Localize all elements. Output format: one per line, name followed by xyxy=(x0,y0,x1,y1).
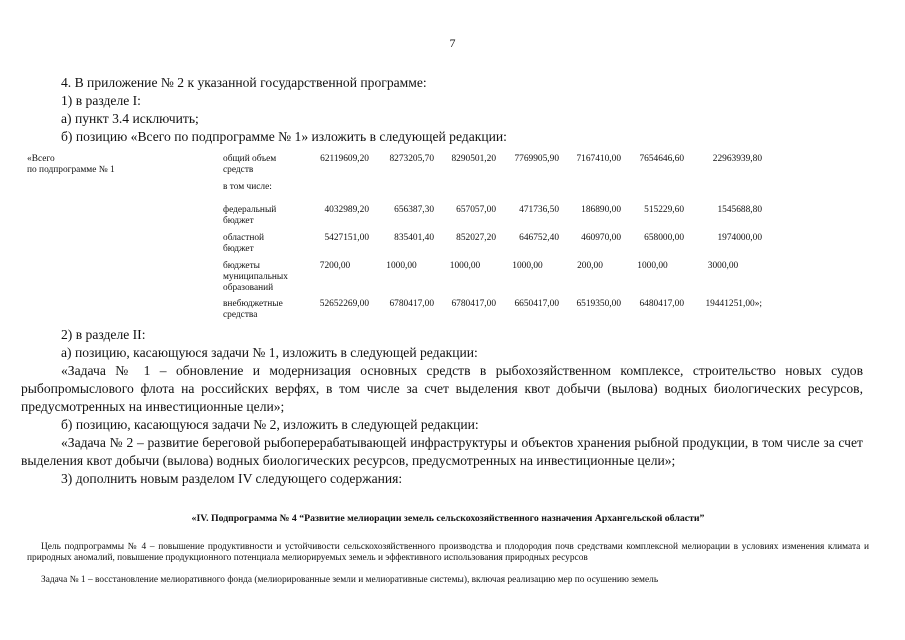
source-label: областной бюджет xyxy=(223,233,265,254)
table-cell: 1000,00 xyxy=(386,261,417,271)
row-label: «Всего по подпрограмме № 1 xyxy=(27,154,115,175)
table-cell: 646752,40 xyxy=(519,233,559,243)
table-cell: 6480417,00 xyxy=(639,299,684,309)
section-4-title: «IV. Подпрограмма № 4 “Развитие мелиорации земель сельскохозяйственного назначения Архангельской области” xyxy=(191,513,705,524)
item-3-new-section: 3) дополнить новым разделом IV следующего содержания: xyxy=(61,471,403,486)
financing-table xyxy=(27,154,867,323)
item-b-task-2: б) позицию, касающуюся задачи № 2, изложить в следующей редакции: xyxy=(61,417,479,432)
table-row xyxy=(27,261,867,299)
table-cell: 515229,60 xyxy=(644,205,684,215)
item-a-exclude: а) пункт 3.4 исключить; xyxy=(61,111,199,126)
item-1-section-1: 1) в разделе I: xyxy=(61,93,141,108)
source-label: в том числе: xyxy=(223,182,272,192)
table-cell: 52652269,00 xyxy=(319,299,369,309)
table-row xyxy=(27,233,867,261)
source-label: общий объем средств xyxy=(223,154,277,175)
table-cell: 1000,00 xyxy=(637,261,668,271)
table-cell: 7769905,90 xyxy=(514,154,559,164)
table-cell: 657057,00 xyxy=(456,205,496,215)
subprogram-4-task-1: Задача № 1 – восстановление мелиоративного фонда (мелиорированные земли и мелиоративные системы), включая реализацию мер по осушению земель xyxy=(41,575,659,585)
table-cell: 7167410,00 xyxy=(576,154,621,164)
item-b-position: б) позицию «Всего по подпрограмме № 1» изложить в следующей редакции: xyxy=(61,129,507,144)
table-cell: 6650417,00 xyxy=(514,299,559,309)
table-row xyxy=(27,182,867,205)
table-cell: 186890,00 xyxy=(581,205,621,215)
item-4: 4. В приложение № 2 к указанной государственной программе: xyxy=(61,75,427,90)
table-cell: 6780417,00 xyxy=(451,299,496,309)
source-label: внебюджетные средства xyxy=(223,299,283,320)
table-cell: 6780417,00 xyxy=(389,299,434,309)
table-cell: 4032989,20 xyxy=(324,205,369,215)
table-cell: 3000,00 xyxy=(707,261,739,271)
table-row xyxy=(27,299,867,323)
table-cell: 8290501,20 xyxy=(451,154,496,164)
table-cell: 1974000,00 xyxy=(717,233,762,243)
table-cell: 200,00 xyxy=(577,261,603,271)
table-cell: 62119609,20 xyxy=(320,154,369,164)
table-cell: 471736,50 xyxy=(519,205,559,215)
table-row xyxy=(27,205,867,233)
item-a-task-1: а) позицию, касающуюся задачи № 1, изложить в следующей редакции: xyxy=(61,345,478,360)
task-1-text: «Задача № 1 – обновление и модернизация основных средств в рыбохозяйственном комплексе, строительство новых судов рыбопромыслового флота на российских верфях, в том числе за счет выделения квот добычи (вылова) водных биологических ресурсов, предусмотренных на инвестиционные цели»; xyxy=(21,363,863,414)
table-cell: 1000,00 xyxy=(512,261,543,271)
table-cell: 19441251,00»; xyxy=(705,299,762,309)
subprogram-4-goal: Цель подпрограммы № 4 – повышение продуктивности и устойчивости сельскохозяйственного производства и плодородия почв средствами комплексной мелиорации в условиях изменения климата и природных аномалий, повышение продукционного потенциала мелиорируемых земель и эффективного использования природных ресурсов xyxy=(27,542,869,563)
table-cell: 658000,00 xyxy=(644,233,684,243)
table-cell: 1000,00 xyxy=(449,261,481,271)
table-cell: 6519350,00 xyxy=(576,299,621,309)
table-cell: 8273205,70 xyxy=(389,154,434,164)
table-cell: 460970,00 xyxy=(581,233,621,243)
item-2-section-2: 2) в разделе II: xyxy=(61,327,146,342)
table-cell: 1545688,80 xyxy=(717,205,762,215)
source-label: федеральный бюджет xyxy=(223,205,277,226)
table-cell: 852027,20 xyxy=(456,233,496,243)
source-label: бюджеты муниципальных образований xyxy=(223,261,288,293)
page-number: 7 xyxy=(449,36,456,50)
section-2-amendments xyxy=(21,326,863,488)
table-cell: 7200,00 xyxy=(319,261,351,271)
amendment-intro xyxy=(21,74,863,146)
table-cell: 7654646,60 xyxy=(639,154,684,164)
table-cell: 835401,40 xyxy=(394,233,434,243)
table-cell: 5427151,00 xyxy=(324,233,369,243)
table-cell: 22963939,80 xyxy=(712,154,762,164)
task-2-text: «Задача № 2 – развитие береговой рыбоперерабатывающей инфраструктуры и объектов хранения рыбной продукции, в том числе за счет выделения квот добычи (вылова) водных биологических ресурсов, предусмотренных на инвестиционные цели»; xyxy=(21,435,863,468)
table-cell: 656387,30 xyxy=(394,205,434,215)
